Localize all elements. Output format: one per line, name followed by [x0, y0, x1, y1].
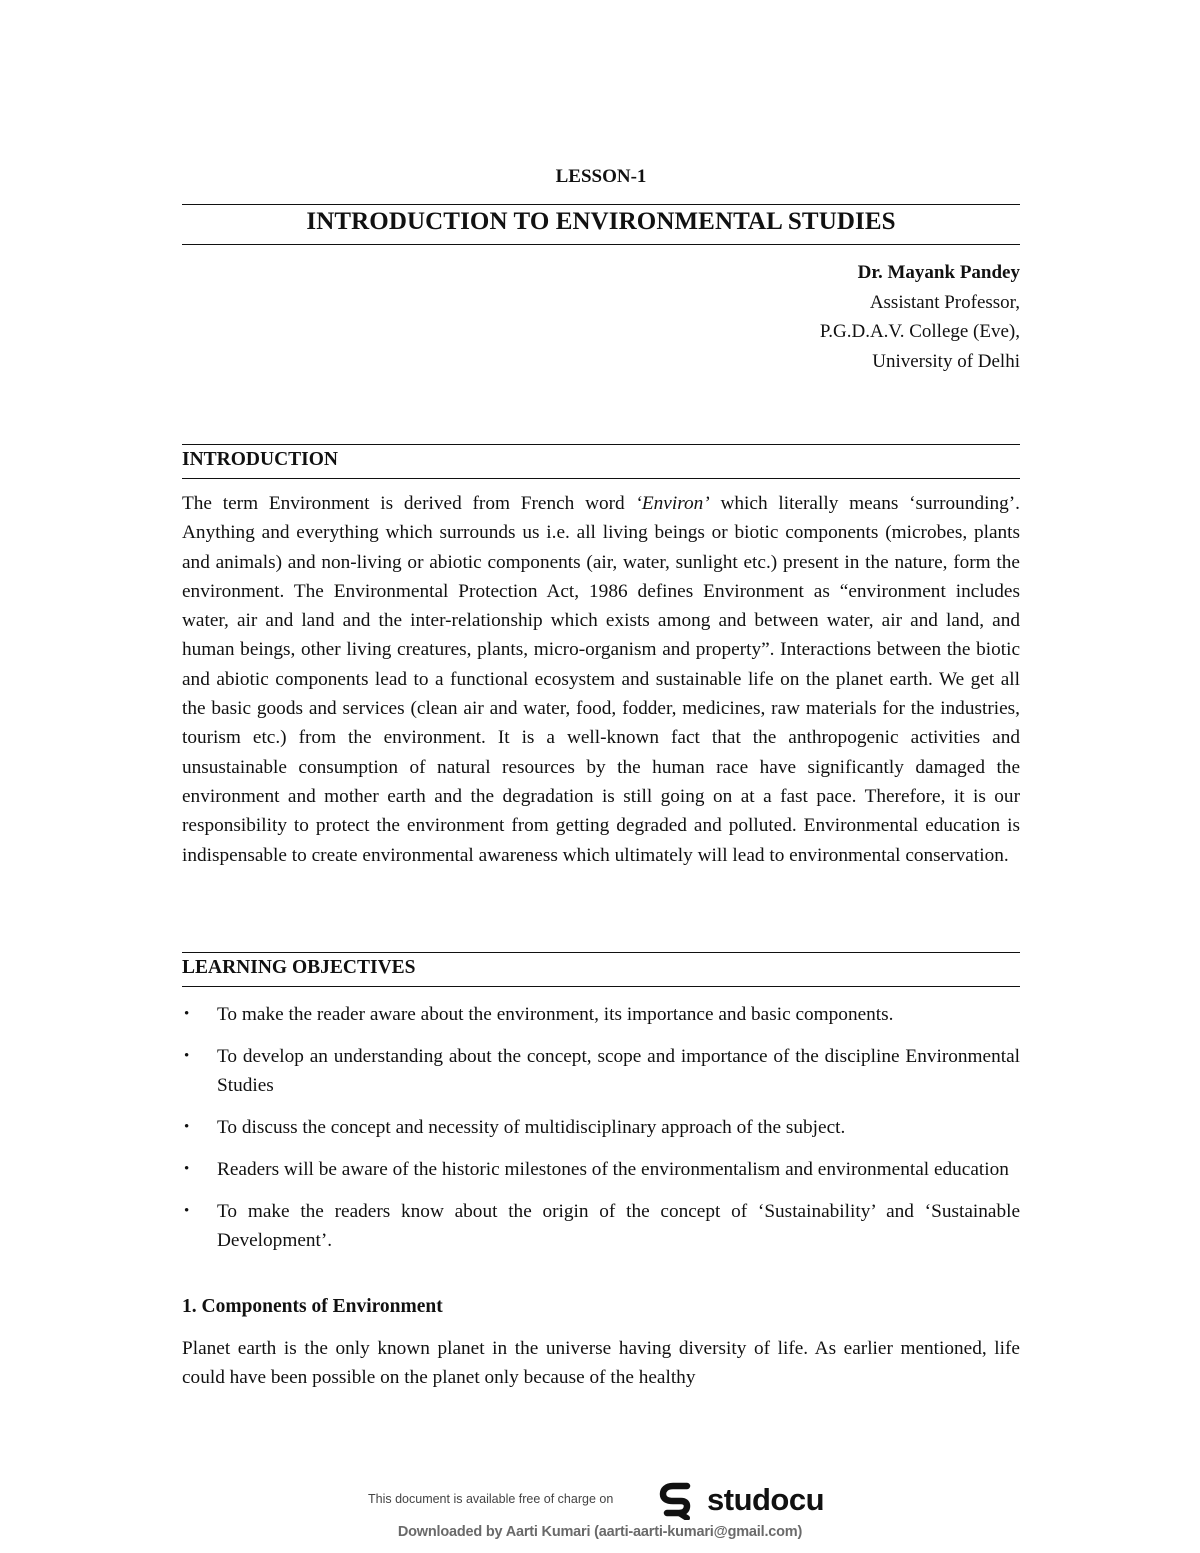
- intro-text-rest: which literally means ‘surrounding’. Anything and everything which surrounds us i.e. all living beings or biotic components (microbes, plants and animals) and non-living or abiotic components (air, water, sunlight etc.) present in the nature, form the environment. The Environmental Protection Act, 1986 defines Environment as “environment includes water, air and land and the inter-relationship which exists among and between water, air and land, and human beings, other living creatures, plants, micro-organism and property”. Interactions between the biotic and abiotic components lead to a functional ecosystem and sustainable life on the planet earth. We get all the basic goods and services (clean air and water, food, fodder, medicines, raw materials for the industries, tourism etc.) from the environment. It is a well-known fact that the anthropogenic activities and unsustainable consumption of natural resources by the human race have significantly damaged the environment and mother earth and the degradation is still going on at a fast pace. Therefore, it is our responsibility to protect the environment from getting degraded and polluted. Environmental education is indispensable to create environmental awareness which ultimately will lead to environmental conservation.: [182, 493, 1020, 866]
- components-paragraph: Planet earth is the only known planet in the universe having diversity of life. As earlier mentioned, life could have been possible on the planet only because of the healthy: [182, 1338, 1020, 1389]
- list-item: [182, 1113, 1020, 1142]
- bullet-icon: •: [184, 1119, 190, 1135]
- author-college: P.G.D.A.V. College (Eve),: [819, 321, 1020, 342]
- list-item: [182, 1042, 1020, 1100]
- bullet-icon: •: [184, 1006, 190, 1022]
- author-name: Dr. Mayank Pandey: [857, 262, 1020, 283]
- list-item: [182, 1155, 1020, 1184]
- list-item: [182, 1197, 1020, 1255]
- studocu-logo-icon: [657, 1480, 701, 1520]
- objective-text: To make the reader aware about the environment, its importance and basic components.: [217, 1004, 894, 1025]
- introduction-paragraph: [182, 489, 1020, 870]
- objective-text: Readers will be aware of the historic milestones of the environmentalism and environmental education: [217, 1159, 1009, 1180]
- objective-text: To develop an understanding about the concept, scope and importance of the discipline Environmental Studies: [217, 1046, 1020, 1096]
- studocu-logo-text: studocu: [707, 1482, 825, 1517]
- lesson-label: LESSON-1: [555, 166, 647, 187]
- author-block: [820, 258, 1020, 376]
- objective-text: To discuss the concept and necessity of multidisciplinary approach of the subject.: [217, 1117, 846, 1138]
- page-title: INTRODUCTION TO ENVIRONMENTAL STUDIES: [306, 208, 896, 235]
- bullet-icon: •: [184, 1161, 190, 1177]
- intro-bottom-rule: [182, 478, 1020, 479]
- download-notice: Downloaded by Aarti Kumari (aarti-aarti-kumari@gmail.com): [397, 1524, 803, 1540]
- objectives-list: [182, 1000, 1020, 1268]
- introduction-heading: INTRODUCTION: [182, 449, 339, 470]
- author-university: University of Delhi: [872, 350, 1020, 372]
- bullet-icon: •: [184, 1048, 190, 1064]
- intro-italic-term: ‘Environ’: [635, 493, 710, 514]
- components-heading: 1. Components of Environment: [182, 1296, 443, 1317]
- list-item: [182, 1000, 1020, 1029]
- bullet-icon: •: [184, 1203, 190, 1219]
- objectives-heading: LEARNING OBJECTIVES: [182, 957, 416, 978]
- objective-text: To make the readers know about the origin of the concept of ‘Sustainability’ and ‘Sustainable Development’.: [217, 1201, 1020, 1251]
- intro-top-rule: [182, 444, 1020, 445]
- title-top-rule: [182, 204, 1020, 205]
- intro-text-start: The term Environment is derived from French word: [182, 493, 636, 514]
- author-position: Assistant Professor,: [869, 291, 1020, 313]
- studocu-logo[interactable]: [657, 1480, 824, 1520]
- objectives-bottom-rule: [182, 986, 1020, 987]
- objectives-top-rule: [182, 952, 1020, 953]
- title-bottom-rule: [182, 244, 1020, 245]
- availability-text: This document is available free of charge on: [368, 1492, 614, 1506]
